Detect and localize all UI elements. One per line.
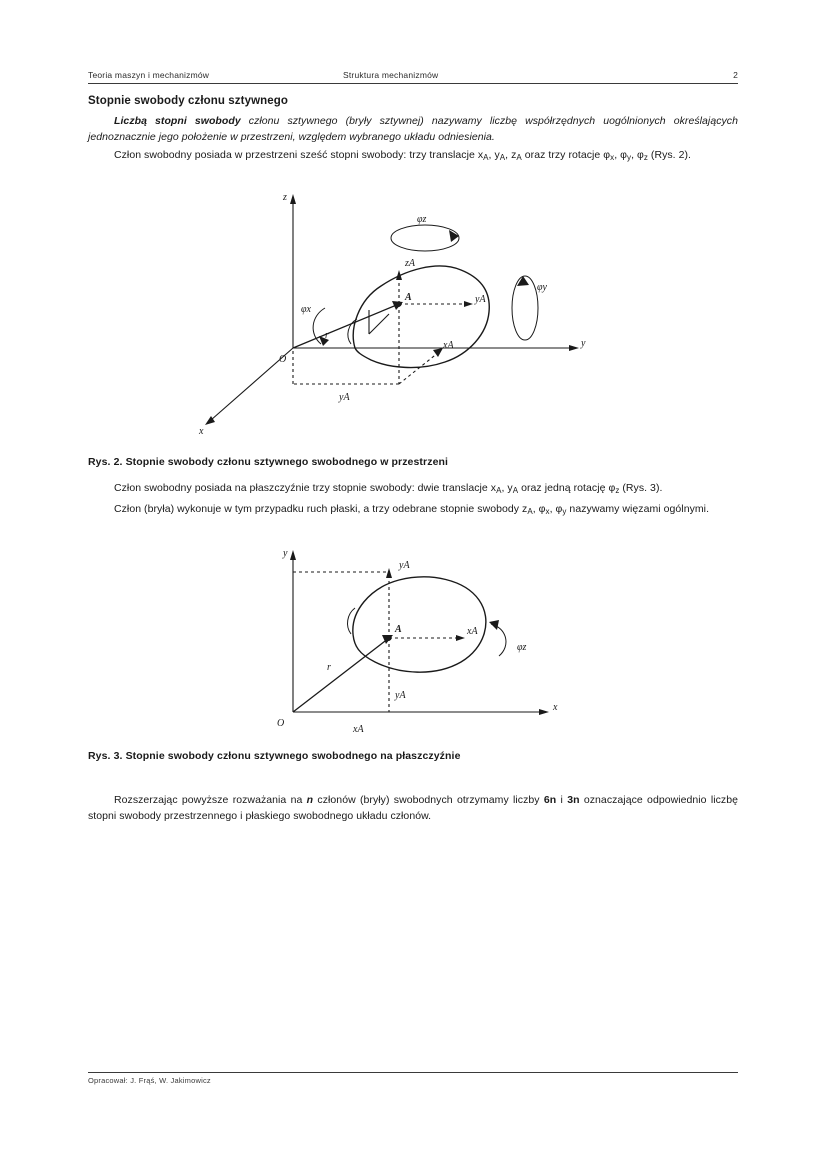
paragraph-three-dof-c: oraz jedną rotację φ xyxy=(518,482,616,494)
figure-2-drawing xyxy=(173,188,653,448)
paragraph-six-dof-f: , φ xyxy=(631,149,644,161)
closing-f: 3n xyxy=(567,794,580,806)
label-xa-right: xA xyxy=(443,340,454,351)
paragraph-definition-lead: Liczbą stopni swobody xyxy=(114,115,241,127)
paragraph-three-dof-a: Człon swobodny posiada na płaszczyźnie trzy stopnie swobody: dwie translacje x xyxy=(114,482,497,494)
label-ya-top-3: yA xyxy=(399,560,410,571)
label-axis-y: y xyxy=(581,338,586,349)
rotation-z-arrow-3 xyxy=(489,620,499,630)
arrow-y-up-3 xyxy=(386,568,392,578)
paragraph-six-dof-a: Człon swobodny posiada w przestrzeni sześć stopni swobody: trzy translacje x xyxy=(114,149,484,161)
paragraph-six-dof-d: oraz trzy rotacje φ xyxy=(521,149,611,161)
axis-y-arrow-3 xyxy=(290,550,296,560)
closing-g: oznaczające odpowiednio liczbę stopni swobody przestrzennego i płaskiego swobodnego układu członów. xyxy=(88,794,739,822)
closing-b: n xyxy=(306,794,314,806)
page-number: 2 xyxy=(733,70,738,80)
paragraph-constraints-c: , φ xyxy=(549,503,563,515)
label-r: r xyxy=(325,330,329,341)
footer-text: Opracował: J. Frąś, W. Jakimowicz xyxy=(88,1076,211,1085)
sub-a-1: A xyxy=(483,153,489,162)
arrow-right-3 xyxy=(456,635,465,641)
sub-a-5: A xyxy=(512,486,519,495)
running-head xyxy=(88,70,738,84)
paragraph-closing xyxy=(88,792,738,824)
paragraph-six-dof-g: (Rys. 2). xyxy=(647,149,692,161)
paragraph-six-dof-b: , y xyxy=(488,149,500,161)
sub-a-4: A xyxy=(496,486,502,495)
paragraph-six-dof-e: , φ xyxy=(614,149,628,161)
label-ya-inner-3: yA xyxy=(395,690,406,701)
sub-a-3: A xyxy=(516,153,522,162)
arrow-y-proj xyxy=(464,301,473,307)
figure-3-drawing xyxy=(203,542,623,742)
label-za: zA xyxy=(405,258,415,269)
figure-2 xyxy=(88,188,738,448)
sub-x-1: x xyxy=(610,153,615,162)
rotation-z-arc-3 xyxy=(491,624,506,656)
rotation-z-ellipse xyxy=(391,225,459,251)
rigid-body-outline-3 xyxy=(353,577,486,672)
paragraph-three-dof xyxy=(88,480,738,499)
local-axis-1 xyxy=(369,314,389,334)
sub-y-2: y xyxy=(562,507,567,516)
figure-2-caption: Rys. 2. Stopnie swobody członu sztywnego swobodnego w przestrzeni xyxy=(88,456,449,468)
rotation-z-arrow xyxy=(449,230,459,242)
page-footer xyxy=(88,1072,738,1085)
rotation-y-ellipse xyxy=(512,276,538,340)
axis-y-arrow xyxy=(569,345,579,351)
label-phi-z: φz xyxy=(417,214,427,225)
closing-e: i xyxy=(556,794,568,806)
sub-a-6: A xyxy=(527,507,533,516)
label-xa-bottom-3: xA xyxy=(353,724,364,735)
vector-r-3 xyxy=(293,638,389,712)
figure-3 xyxy=(88,542,738,742)
rotation-y-arrow xyxy=(517,276,529,286)
paragraph-three-dof-b: , y xyxy=(501,482,513,494)
axis-z-arrow xyxy=(290,194,296,204)
paragraph-six-dof-c: , z xyxy=(505,149,517,161)
label-ya-bottom: yA xyxy=(339,392,350,403)
sub-a-2: A xyxy=(499,153,506,162)
label-origin: O xyxy=(279,354,287,365)
sub-y-1: y xyxy=(627,153,632,162)
sub-z-1: z xyxy=(643,153,648,162)
axis-x-arrow-3 xyxy=(539,709,549,715)
label-axis-x: x xyxy=(199,426,204,437)
paragraph-constraints xyxy=(88,501,738,520)
paragraph-constraints-d: nazywamy więzami ogólnymi. xyxy=(566,503,710,515)
paragraph-constraints-b: , φ xyxy=(532,503,546,515)
closing-a: Rozszerzając powyższe rozważania na xyxy=(114,794,307,806)
paragraph-three-dof-d: (Rys. 3). xyxy=(619,482,663,494)
arrow-ya xyxy=(433,348,443,357)
label-axis-y-3: y xyxy=(283,548,288,559)
closing-d: 6n xyxy=(543,794,557,806)
page-content xyxy=(88,70,738,826)
paragraph-definition-rest: członu sztywnego (bryły sztywnej) nazywamy liczbę współrzędnych uogólnionych określających jednoznacznie jego położenie w przestrzeni, względem wybranego układu odniesienia. xyxy=(88,115,738,143)
label-phi-z-3: φz xyxy=(517,642,527,653)
label-axis-x-3: x xyxy=(553,702,558,713)
figure-3-caption: Rys. 3. Stopnie swobody członu sztywnego swobodnego na płaszczyźnie xyxy=(88,750,461,762)
label-point-a: A xyxy=(405,292,412,303)
label-xa-right-3: xA xyxy=(467,626,478,637)
label-r-3: r xyxy=(327,662,331,673)
label-phi-y: φy xyxy=(537,282,547,293)
rigid-body-outline xyxy=(353,266,489,368)
paragraph-constraints-a: Człon (bryła) wykonuje w tym przypadku ruch płaski, a trzy odebrane stopnie swobody z xyxy=(114,503,528,515)
running-head-middle: Struktura mechanizmów xyxy=(343,70,439,80)
running-head-left: Teoria maszyn i mechanizmów xyxy=(88,70,210,80)
label-point-a-3: A xyxy=(395,624,402,635)
sub-x-2: x xyxy=(545,507,550,516)
label-origin-3: O xyxy=(277,718,285,729)
page-title: Stopnie swobody członu sztywnego xyxy=(88,95,288,107)
label-ya-top: yA xyxy=(475,294,486,305)
paragraph-definition xyxy=(88,113,738,145)
label-axis-z: z xyxy=(283,192,287,203)
closing-c: członów (bryły) swobodnych otrzymamy liczby xyxy=(313,794,544,806)
paragraph-six-dof xyxy=(88,147,738,166)
sub-z-2: z xyxy=(615,486,620,495)
label-phi-x: φx xyxy=(301,304,311,315)
